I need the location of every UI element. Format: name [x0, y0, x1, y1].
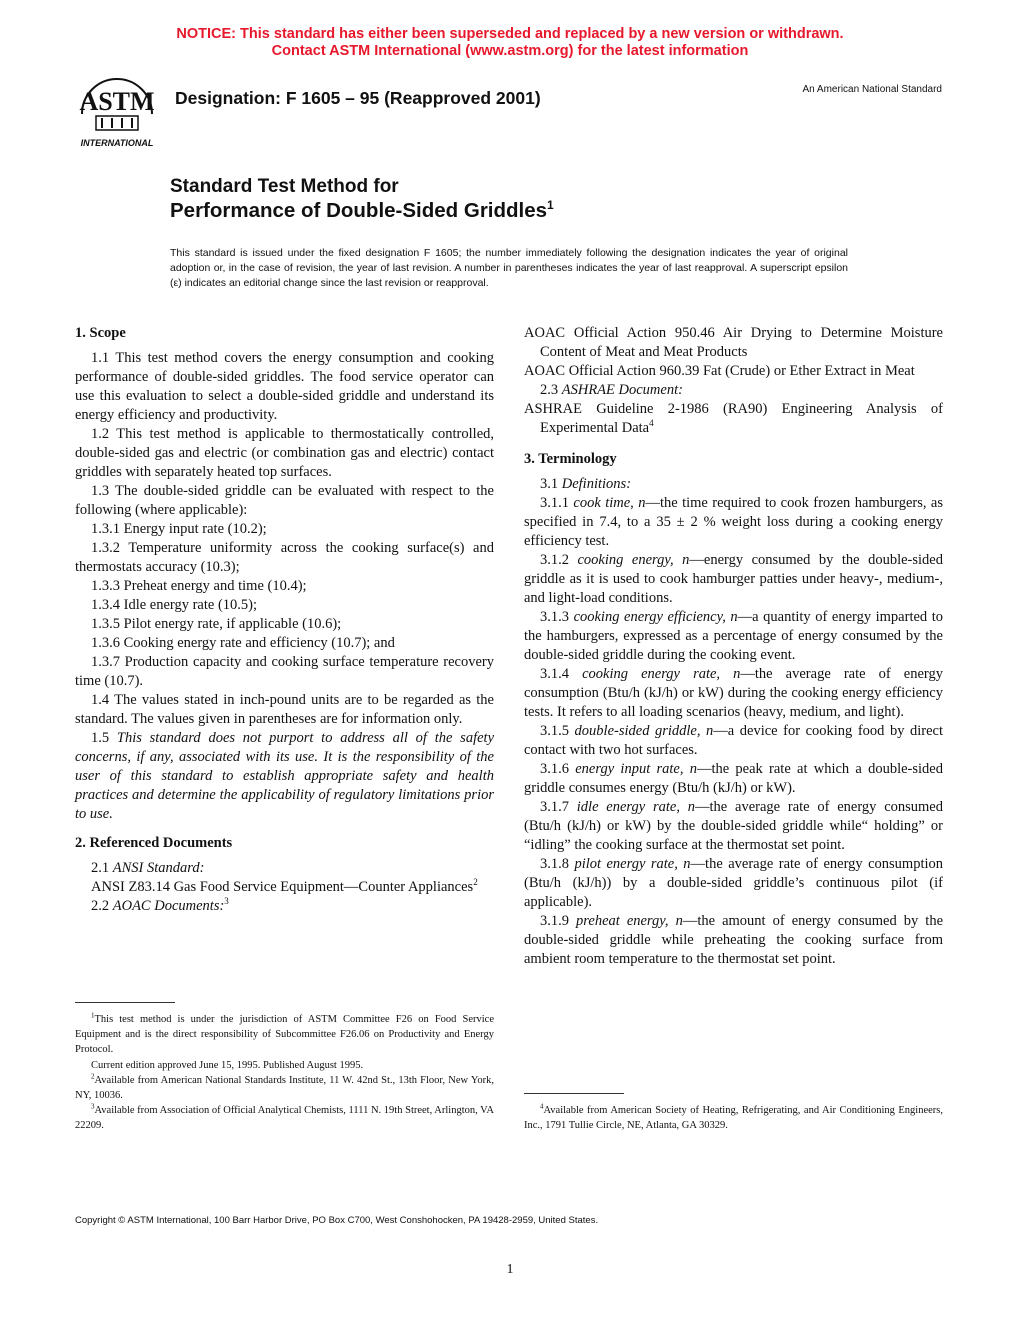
definition-term: cooking energy rate, n	[582, 666, 741, 682]
section-scope-heading: 1. Scope	[75, 325, 126, 341]
paragraph-1-2: 1.2 This test method is applicable to thermostatically controlled, double-sided gas and electric (or combination gas and electric) contact griddles with separately heated top surfaces.	[75, 426, 494, 480]
definition-term: cooking energy, n	[577, 552, 690, 568]
paragraph-3-1-text: Definitions:	[561, 476, 632, 492]
footnote-rule-left	[75, 1002, 175, 1003]
definition-term: double-sided griddle, n	[574, 723, 714, 739]
definition-3-1-9	[524, 912, 943, 969]
definition-number: 3.1.6	[540, 761, 569, 777]
definition-3-1-6	[524, 760, 943, 798]
definition-text: —a quantity of energy imparted to the hamburgers, expressed as a percentage of energy consumed by the double-sided griddle during the cooking event.	[524, 609, 943, 663]
footnote-3-mark: 3	[91, 1102, 95, 1111]
paragraph-1-5-text: This standard does not purport to address all of the safety concerns, if any, associated with its use. It is the responsibility of the user of this standard to establish appropriate safety and health practices and determine the applicability of regulatory limitations prior to use.	[75, 730, 495, 822]
intro-paragraph: This standard is issued under the fixed designation F 1605; the number immediately following the designation indicates the year of original adoption or, in the case of revision, the year of last revision. A number in parentheses indicates the year of last reapproval. A superscript epsilon (ε) indicates an editorial change since the last revision or reapproval.	[170, 247, 848, 289]
footnote-4-mark: 4	[540, 1102, 544, 1111]
definition-text: —a device for cooking food by direct contact with two hot surfaces.	[524, 723, 944, 758]
title-line-2	[170, 198, 554, 224]
footnote-2	[75, 1073, 494, 1103]
footnote-1b: Current edition approved June 15, 1995. Published August 1995.	[91, 1059, 364, 1071]
paragraph-1-3-6: 1.3.6 Cooking energy rate and efficiency (10.7); and	[91, 635, 395, 651]
definition-text: —the peak rate at which a double-sided griddle consumes energy (Btu/h (kJ/h) or kW).	[524, 761, 943, 796]
footnote-4	[524, 1103, 943, 1133]
definition-3-1-4	[524, 665, 943, 722]
definition-text: —the average rate of energy consumption (Btu/h (kJ/h)) by a double-sided griddle’s continuous pilot (if applicable).	[524, 856, 943, 910]
definition-number: 3.1.8	[540, 856, 569, 872]
footnote-rule-right	[524, 1093, 624, 1094]
footnotes-left	[75, 1012, 494, 1134]
footnote-3	[75, 1103, 494, 1133]
definition-term: energy input rate, n	[575, 761, 697, 777]
paragraph-3-1-number: 3.1	[540, 476, 559, 492]
title-line-1: Standard Test Method for	[170, 176, 399, 197]
reference-ashrae-footnote: 4	[649, 418, 654, 429]
designation: Designation: F 1605 – 95 (Reapproved 2001)	[175, 88, 541, 108]
paragraph-2-3	[524, 381, 943, 400]
definition-3-1-3	[524, 608, 943, 665]
notice-line-2: Contact ASTM International (www.astm.org) for the latest information	[271, 43, 749, 59]
notice-line-1: NOTICE: This standard has either been superseded and replaced by a new version or withdrawn.	[176, 26, 844, 42]
right-column	[524, 324, 943, 969]
astm-logo	[72, 74, 162, 152]
paragraph-2-3-number: 2.3	[540, 382, 559, 398]
paragraph-1-3: 1.3 The double-sided griddle can be evaluated with respect to the following (where applicable):	[75, 483, 494, 518]
definition-3-1-1	[524, 494, 943, 551]
definition-term: preheat energy, n	[576, 913, 683, 929]
reference-aoac-1: AOAC Official Action 950.46 Air Drying to Determine Moisture Content of Meat and Meat Products	[524, 325, 943, 360]
definition-text: —energy consumed by the double-sided griddle as it is used to cook hamburger patties under heavy-, medium-, and light-load conditions.	[524, 552, 943, 606]
paragraph-1-3-4: 1.3.4 Idle energy rate (10.5);	[91, 597, 258, 613]
title-main: Performance of Double-Sided Griddles	[170, 199, 548, 222]
definition-number: 3.1.3	[540, 609, 569, 625]
paragraph-1-5	[75, 729, 494, 824]
page-number: 1	[506, 1262, 514, 1277]
definition-number: 3.1.9	[540, 913, 569, 929]
definition-3-1-5	[524, 722, 943, 760]
definition-term: pilot energy rate, n	[574, 856, 691, 872]
footnote-2-text: Available from American National Standards Institute, 11 W. 42nd St., 13th Floor, New York, NY, 10036.	[75, 1074, 494, 1102]
definition-3-1-2	[524, 551, 943, 608]
document-title	[170, 175, 554, 224]
paragraph-1-3-7: 1.3.7 Production capacity and cooking surface temperature recovery time (10.7).	[75, 654, 494, 689]
paragraph-2-2-footnote: 3	[224, 896, 229, 907]
section-terminology-heading: 3. Terminology	[524, 451, 617, 467]
paragraph-1-3-5: 1.3.5 Pilot energy rate, if applicable (10.6);	[91, 616, 342, 632]
paragraph-2-2-number: 2.2	[91, 898, 110, 914]
definition-text: —the average rate of energy consumption (Btu/h (kJ/h) or kW) during the cooking energy efficiency tests. It refers to all loading scenarios (heavy, medium, and light).	[524, 666, 944, 720]
paragraph-2-2-text: AOAC Documents:	[112, 898, 225, 914]
definition-term: cook time, n	[573, 495, 646, 511]
definition-number: 3.1.1	[540, 495, 569, 511]
logo-subtext: INTERNATIONAL	[80, 138, 154, 148]
footnote-2-mark: 2	[91, 1072, 95, 1081]
section-references-heading: 2. Referenced Documents	[75, 835, 233, 851]
copyright: Copyright © ASTM International, 100 Barr Harbor Drive, PO Box C700, West Conshohocken, PA 19428-2959, United States.	[75, 1215, 599, 1226]
reference-ansi-footnote: 2	[473, 877, 478, 888]
definition-number: 3.1.5	[540, 723, 569, 739]
definition-term: idle energy rate, n	[576, 799, 696, 815]
withdrawal-notice	[0, 26, 1020, 60]
definition-number: 3.1.2	[540, 552, 569, 568]
paragraph-1-1: 1.1 This test method covers the energy consumption and cooking performance of double-sided griddles. The food service operator can use this evaluation to select a double-sided griddle and understand its energy efficiency and productivity.	[75, 350, 494, 423]
paragraph-2-1-text: ANSI Standard:	[112, 860, 205, 876]
definition-number: 3.1.4	[540, 666, 569, 682]
footnotes-right	[524, 1103, 943, 1133]
national-standard-label: An American National Standard	[802, 84, 942, 95]
definition-3-1-7	[524, 798, 943, 855]
footnote-1	[75, 1012, 494, 1058]
astm-logo-icon	[72, 74, 162, 152]
paragraph-1-4: 1.4 The values stated in inch-pound units are to be regarded as the standard. The values given in parentheses are for information only.	[75, 692, 494, 727]
title-footnote-mark: 1	[547, 198, 554, 213]
footnote-4-text: Available from American Society of Heating, Refrigerating, and Air Conditioning Engineers, Inc., 1791 Tullie Circle, NE, Atlanta, GA 30329.	[524, 1105, 943, 1132]
footnote-1-mark: 1	[91, 1011, 95, 1020]
paragraph-1-5-number: 1.5	[91, 730, 110, 746]
paragraph-2-1	[75, 859, 494, 878]
definition-text: —the amount of energy consumed by the double-sided griddle while preheating the cooking surface from ambient room temperature to the thermostat set point.	[524, 913, 944, 967]
definition-3-1-8	[524, 855, 943, 912]
paragraph-3-1	[524, 475, 943, 494]
reference-ashrae-text: ASHRAE Guideline 2-1986 (RA90) Engineering Analysis of Experimental Data	[524, 401, 943, 436]
left-column	[75, 324, 494, 916]
paragraph-1-3-1: 1.3.1 Energy input rate (10.2);	[91, 521, 267, 537]
reference-ansi	[75, 878, 494, 897]
paragraph-2-2	[75, 897, 494, 916]
definition-text: —the average rate of energy consumed (Btu/h (kJ/h) or kW) by the double-sided griddle while“ holding” or “idling” the cooking surface at the thermostat set point.	[524, 799, 943, 853]
paragraph-1-3-3: 1.3.3 Preheat energy and time (10.4);	[91, 578, 307, 594]
paragraph-1-3-2: 1.3.2 Temperature uniformity across the cooking surface(s) and thermostats accuracy (10.3);	[75, 540, 494, 575]
definition-text: —the time required to cook frozen hamburgers, as specified in 7.4, to a 35 ± 2 % weight loss during a cooking energy efficiency test.	[524, 495, 943, 549]
paragraph-2-3-text: ASHRAE Document:	[561, 382, 683, 398]
footnote-3-text: Available from Association of Official Analytical Chemists, 1111 N. 19th Street, Arlington, VA 22209.	[75, 1105, 494, 1132]
footnote-1-text: This test method is under the jurisdiction of ASTM Committee F26 on Food Service Equipment and is the direct responsibility of Subcommittee F26.06 on Productivity and Energy Protocol.	[75, 1014, 494, 1056]
reference-aoac-2: AOAC Official Action 960.39 Fat (Crude) or Ether Extract in Meat	[524, 363, 915, 379]
logo-text: ASTM	[79, 87, 155, 116]
definition-number: 3.1.7	[540, 799, 569, 815]
reference-ansi-text: ANSI Z83.14 Gas Food Service Equipment—Counter Appliances	[91, 879, 474, 895]
definition-term: cooking energy efficiency, n	[573, 609, 738, 625]
paragraph-2-1-number: 2.1	[91, 860, 110, 876]
reference-ashrae	[524, 400, 943, 438]
